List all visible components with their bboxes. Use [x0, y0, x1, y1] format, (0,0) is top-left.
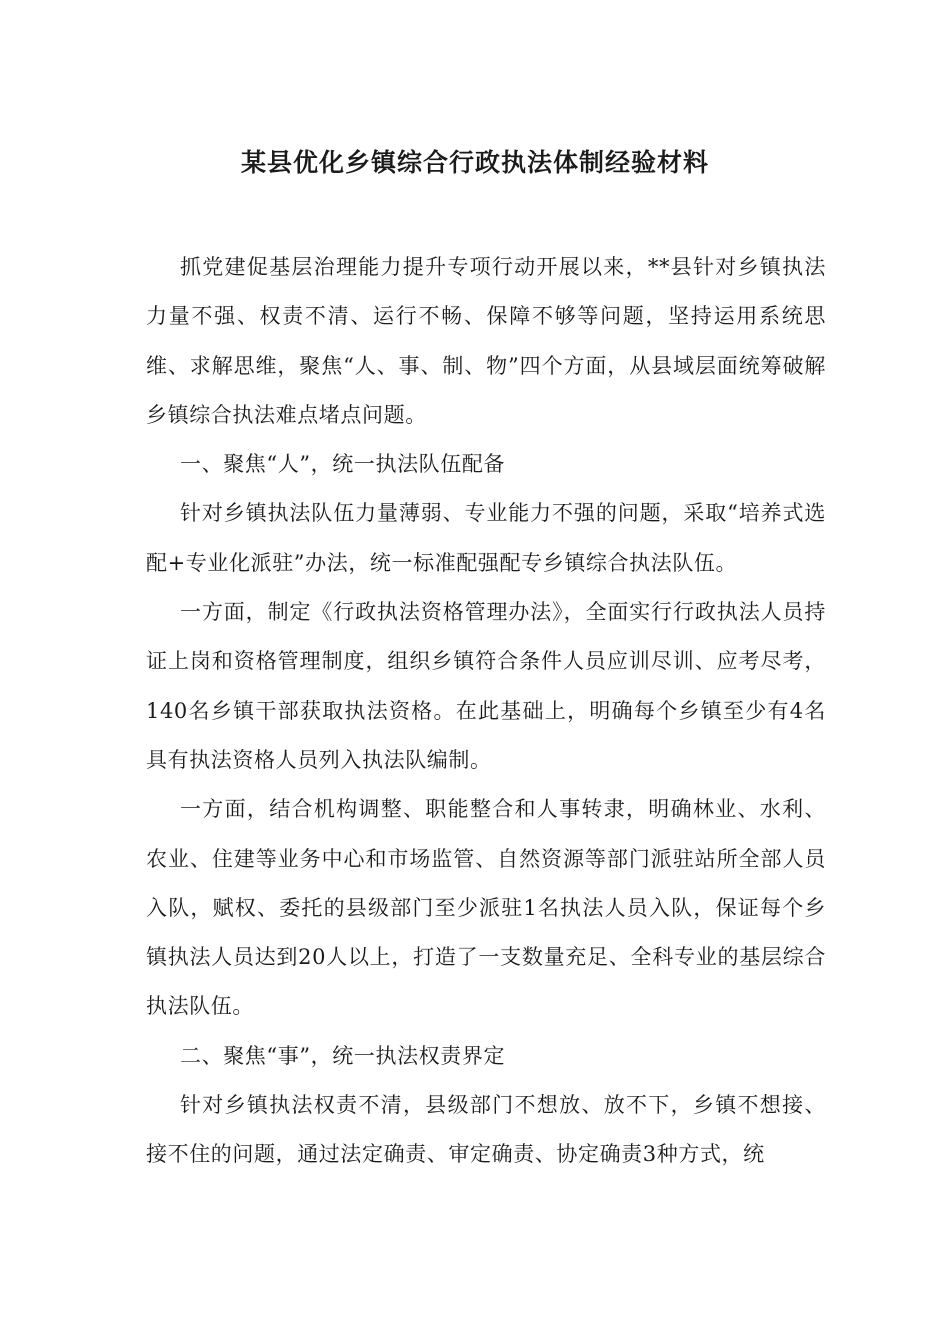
body-paragraph: 针对乡镇执法队伍力量薄弱、专业能力不强的问题，采取“培养式选配+专业化派驻”办法，统一标准配强配专乡镇综合执法队伍。	[146, 501, 826, 575]
document-title: 某县优化乡镇综合行政执法体制经验材料	[240, 148, 709, 177]
intro-paragraph: 抓党建促基层治理能力提升专项行动开展以来，**县针对乡镇执法力量不强、权责不清、运行不畅、保障不够等问题，坚持运用系统思维、求解思维，聚焦“人、事、制、物”四个方面，从县域层面统筹破解乡镇综合执法难点堵点问题。	[146, 255, 826, 427]
document-body	[146, 243, 826, 1180]
section-heading-1: 一、聚焦“人”，统一执法队伍配备	[180, 452, 506, 477]
body-paragraph: 一方面，结合机构调整、职能整合和人事转隶，明确林业、水利、农业、住建等业务中心和市场监管、自然资源等部门派驻站所全部人员入队，赋权、委托的县级部门至少派驻1名执法人员入队，保证每个乡镇执法人员达到20人以上，打造了一支数量充足、全科专业的基层综合执法队伍。	[146, 797, 826, 1019]
body-paragraph: 针对乡镇执法权责不清，县级部门不想放、放不下，乡镇不想接、接不住的问题，通过法定确责、审定确责、协定确责3种方式，统	[146, 1093, 826, 1167]
section-heading-2: 二、聚焦“事”，统一执法权责界定	[180, 1043, 506, 1068]
body-paragraph: 一方面，制定《行政执法资格管理办法》，全面实行行政执法人员持证上岗和资格管理制度，组织乡镇符合条件人员应训尽训、应考尽考，140名乡镇干部获取执法资格。在此基础上，明确每个乡镇至少有4名具有执法资格人员列入执法队编制。	[146, 600, 826, 772]
